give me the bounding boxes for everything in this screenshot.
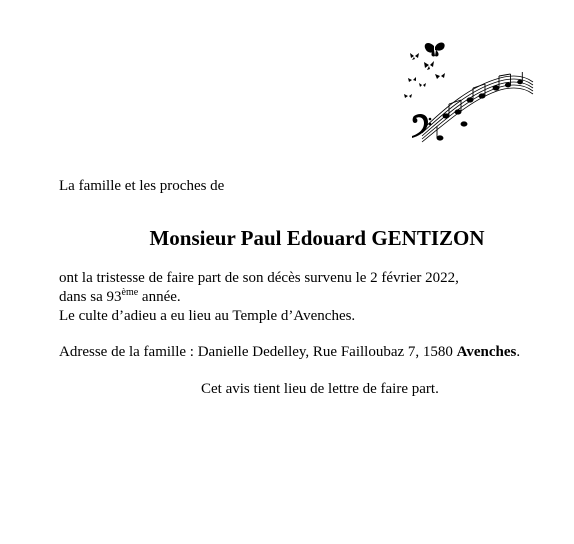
family-address [59, 343, 520, 361]
address-town: Avenches [456, 344, 517, 360]
announcement-text: ont la tristesse de faire part de son décès survenu le 2 février 2022, [59, 270, 459, 286]
deceased-name [0, 225, 574, 251]
service-text: Le culte d’adieu a eu lieu au Temple d’Avenches. [59, 308, 356, 324]
age-prefix: dans sa 93 [59, 289, 122, 305]
butterflies-music-emblem-icon [400, 38, 535, 146]
age-line [59, 288, 181, 308]
age-suffix: année. [138, 289, 181, 305]
age-superscript: ème [121, 287, 139, 298]
deceased-name-text: Monsieur Paul Edouard GENTIZON [149, 226, 485, 250]
intro-text: La famille et les proches de [59, 178, 225, 194]
address-prefix: Adresse de la famille : Danielle Dedelley, Rue Failloubaz 7, 1580 [59, 344, 457, 360]
closing-text: Cet avis tient lieu de lettre de faire part. [201, 381, 439, 397]
address-suffix: . [516, 344, 521, 360]
